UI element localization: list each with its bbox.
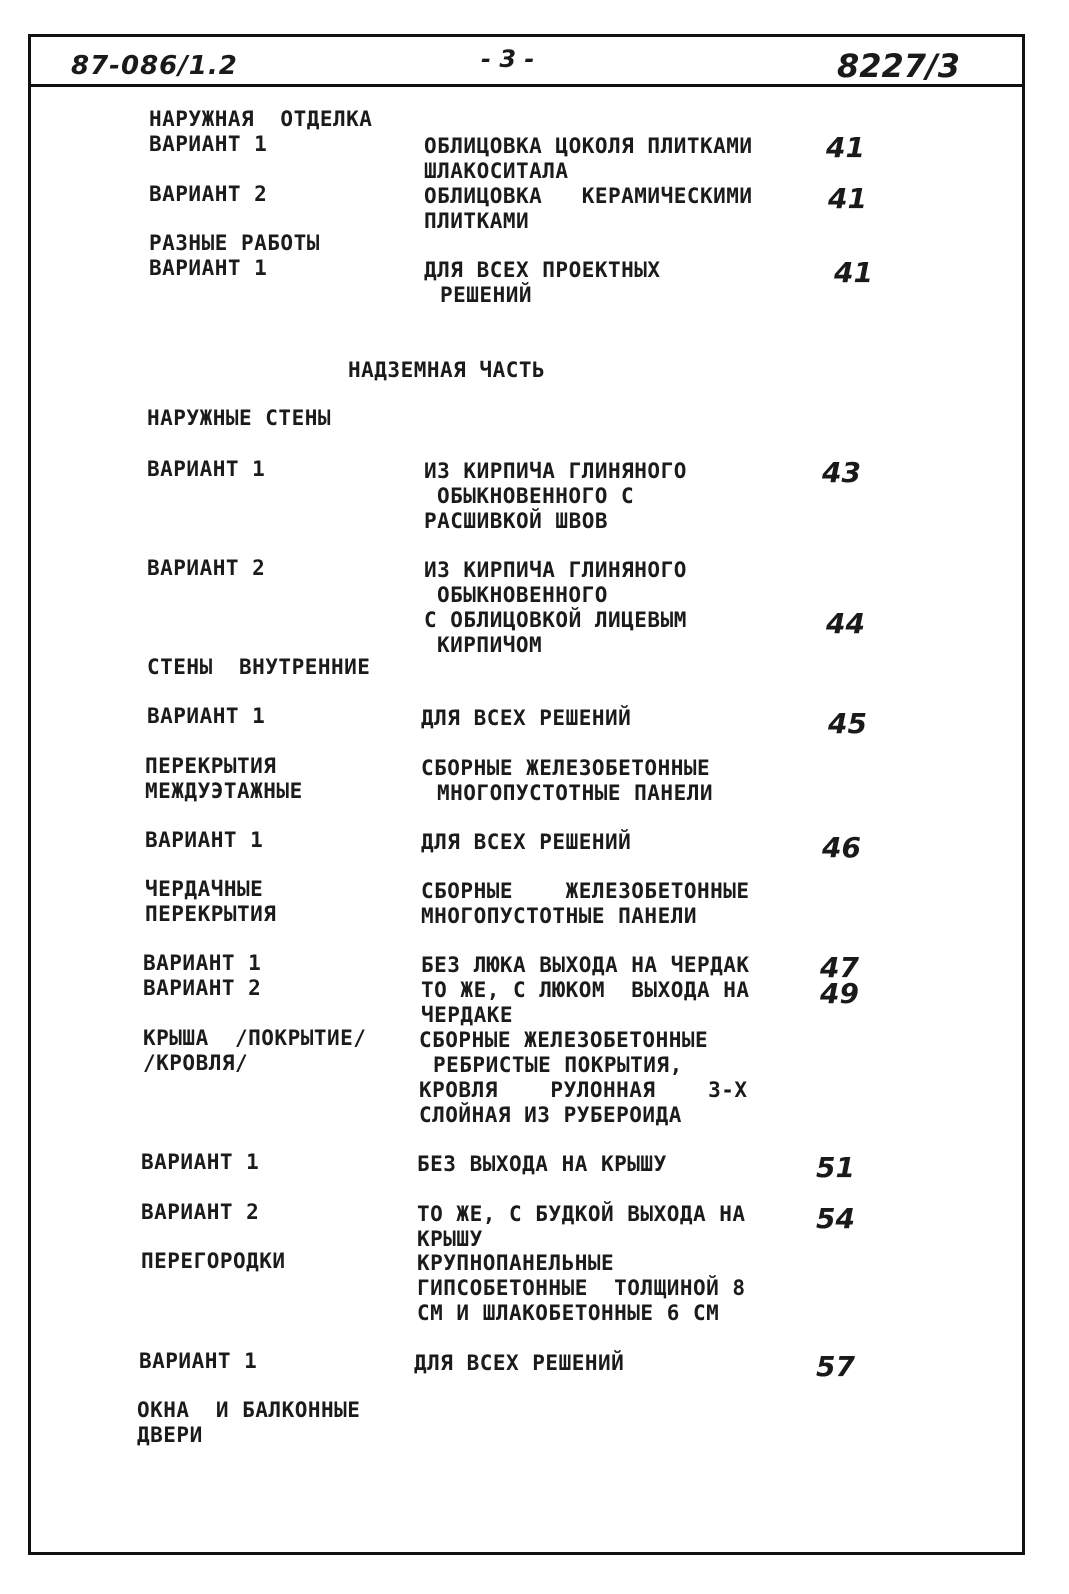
page-ref: 47: [820, 951, 859, 984]
variant-label: ВАРИАНТ 2: [141, 1200, 260, 1224]
section-heading: ЧЕРДАЧНЫЕ: [145, 877, 264, 901]
description-line: СБОРНЫЕ ЖЕЛЕЗОБЕТОННЫЕ: [419, 1028, 709, 1052]
section-heading: ПЕРЕКРЫТИЯ: [145, 754, 277, 778]
page-ref: 43: [822, 456, 861, 489]
section-heading: ПЕРЕГОРОДКИ: [141, 1249, 286, 1273]
page-ref: 45: [828, 707, 867, 740]
description-line: С ОБЛИЦОВКОЙ ЛИЦЕВЫМ: [424, 608, 687, 632]
description-line: ТО ЖЕ, С ЛЮКОМ ВЫХОДА НА: [421, 978, 750, 1002]
page-ref: 41: [834, 256, 873, 289]
variant-label: ВАРИАНТ 2: [149, 182, 268, 206]
description-line: ПЛИТКАМИ: [424, 209, 530, 233]
section-heading: /КРОВЛЯ/: [143, 1051, 249, 1075]
page-number: - 3 -: [481, 45, 535, 73]
page-ref: 54: [816, 1202, 855, 1235]
description-line: ДЛЯ ВСЕХ ПРОЕКТНЫХ: [424, 258, 661, 282]
description-line: СБОРНЫЕ ЖЕЛЕЗОБЕТОННЫЕ: [421, 879, 750, 903]
section-heading: НАРУЖНЫЕ СТЕНЫ: [147, 406, 332, 430]
variant-label: ВАРИАНТ 1: [147, 704, 266, 728]
document-code: 87-086/1.2: [71, 51, 238, 81]
page-ref: 49: [820, 977, 859, 1010]
description-line: ОБЛИЦОВКА КЕРАМИЧЕСКИМИ: [424, 184, 753, 208]
description-line: РЕБРИСТЫЕ ПОКРЫТИЯ,: [433, 1053, 683, 1077]
variant-label: ВАРИАНТ 1: [149, 256, 268, 280]
description-line: СБОРНЫЕ ЖЕЛЕЗОБЕТОННЫЕ: [421, 756, 711, 780]
variant-label: ВАРИАНТ 1: [147, 457, 266, 481]
section-heading: ДВЕРИ: [137, 1423, 203, 1447]
description-line: ИЗ КИРПИЧА ГЛИНЯНОГО: [424, 558, 687, 582]
part-title: НАДЗЕМНАЯ ЧАСТЬ: [348, 358, 546, 382]
variant-label: ВАРИАНТ 1: [139, 1349, 258, 1373]
description-line: ГИПСОБЕТОННЫЕ ТОЛЩИНОЙ 8: [417, 1276, 746, 1300]
description-line: ИЗ КИРПИЧА ГЛИНЯНОГО: [424, 459, 687, 483]
description-line: МНОГОПУСТОТНЫЕ ПАНЕЛИ: [421, 904, 698, 928]
description-line: СЛОЙНАЯ ИЗ РУБЕРОИДА: [419, 1103, 682, 1127]
description-line: МНОГОПУСТОТНЫЕ ПАНЕЛИ: [437, 781, 714, 805]
description-line: ДЛЯ ВСЕХ РЕШЕНИЙ: [421, 706, 632, 730]
variant-label: ВАРИАНТ 1: [141, 1150, 260, 1174]
description-line: РЕШЕНИЙ: [440, 283, 533, 307]
page-ref: 46: [822, 831, 861, 864]
header-bar: [31, 37, 1022, 87]
description-line: ОБЫКНОВЕННОГО С: [437, 484, 635, 508]
page-ref: 41: [826, 131, 865, 164]
description-line: КИРПИЧОМ: [437, 633, 543, 657]
description-line: СМ И ШЛАКОБЕТОННЫЕ 6 СМ: [417, 1301, 720, 1325]
section-heading: КРЫША /ПОКРЫТИЕ/: [143, 1026, 367, 1050]
description-line: ОБЫКНОВЕННОГО: [437, 583, 608, 607]
section-heading: ОКНА И БАЛКОННЫЕ: [137, 1398, 361, 1422]
description-line: КРУПНОПАНЕЛЬНЫЕ: [417, 1251, 615, 1275]
sheet-code: 8227/3: [836, 47, 960, 85]
page-ref: 57: [816, 1350, 855, 1383]
description-line: БЕЗ ЛЮКА ВЫХОДА НА ЧЕРДАК: [421, 953, 750, 977]
description-line: КРОВЛЯ РУЛОННАЯ 3-Х: [419, 1078, 748, 1102]
page-ref: 51: [816, 1151, 855, 1184]
variant-label: ВАРИАНТ 1: [143, 951, 262, 975]
section-heading: НАРУЖНАЯ ОТДЕЛКА: [149, 107, 373, 131]
description-line: КРЫШУ: [417, 1227, 483, 1251]
description-line: ЧЕРДАКЕ: [421, 1003, 514, 1027]
description-line: ОБЛИЦОВКА ЦОКОЛЯ ПЛИТКАМИ: [424, 134, 753, 158]
description-line: ДЛЯ ВСЕХ РЕШЕНИЙ: [414, 1351, 625, 1375]
description-line: РАСШИВКОЙ ШВОВ: [424, 509, 609, 533]
variant-label: ВАРИАНТ 1: [145, 828, 264, 852]
section-heading: СТЕНЫ ВНУТРЕННИЕ: [147, 655, 371, 679]
section-heading: РАЗНЫЕ РАБОТЫ: [149, 231, 320, 255]
description-line: БЕЗ ВЫХОДА НА КРЫШУ: [417, 1152, 667, 1176]
variant-label: ВАРИАНТ 1: [149, 132, 268, 156]
description-line: ШЛАКОСИТАЛА: [424, 159, 569, 183]
variant-label: ВАРИАНТ 2: [147, 556, 266, 580]
section-heading: МЕЖДУЭТАЖНЫЕ: [145, 779, 303, 803]
page-ref: 41: [828, 182, 867, 215]
variant-label: ВАРИАНТ 2: [143, 976, 262, 1000]
page-ref: 44: [826, 607, 865, 640]
description-line: ТО ЖЕ, С БУДКОЙ ВЫХОДА НА: [417, 1202, 746, 1226]
description-line: ДЛЯ ВСЕХ РЕШЕНИЙ: [421, 830, 632, 854]
section-heading: ПЕРЕКРЫТИЯ: [145, 902, 277, 926]
